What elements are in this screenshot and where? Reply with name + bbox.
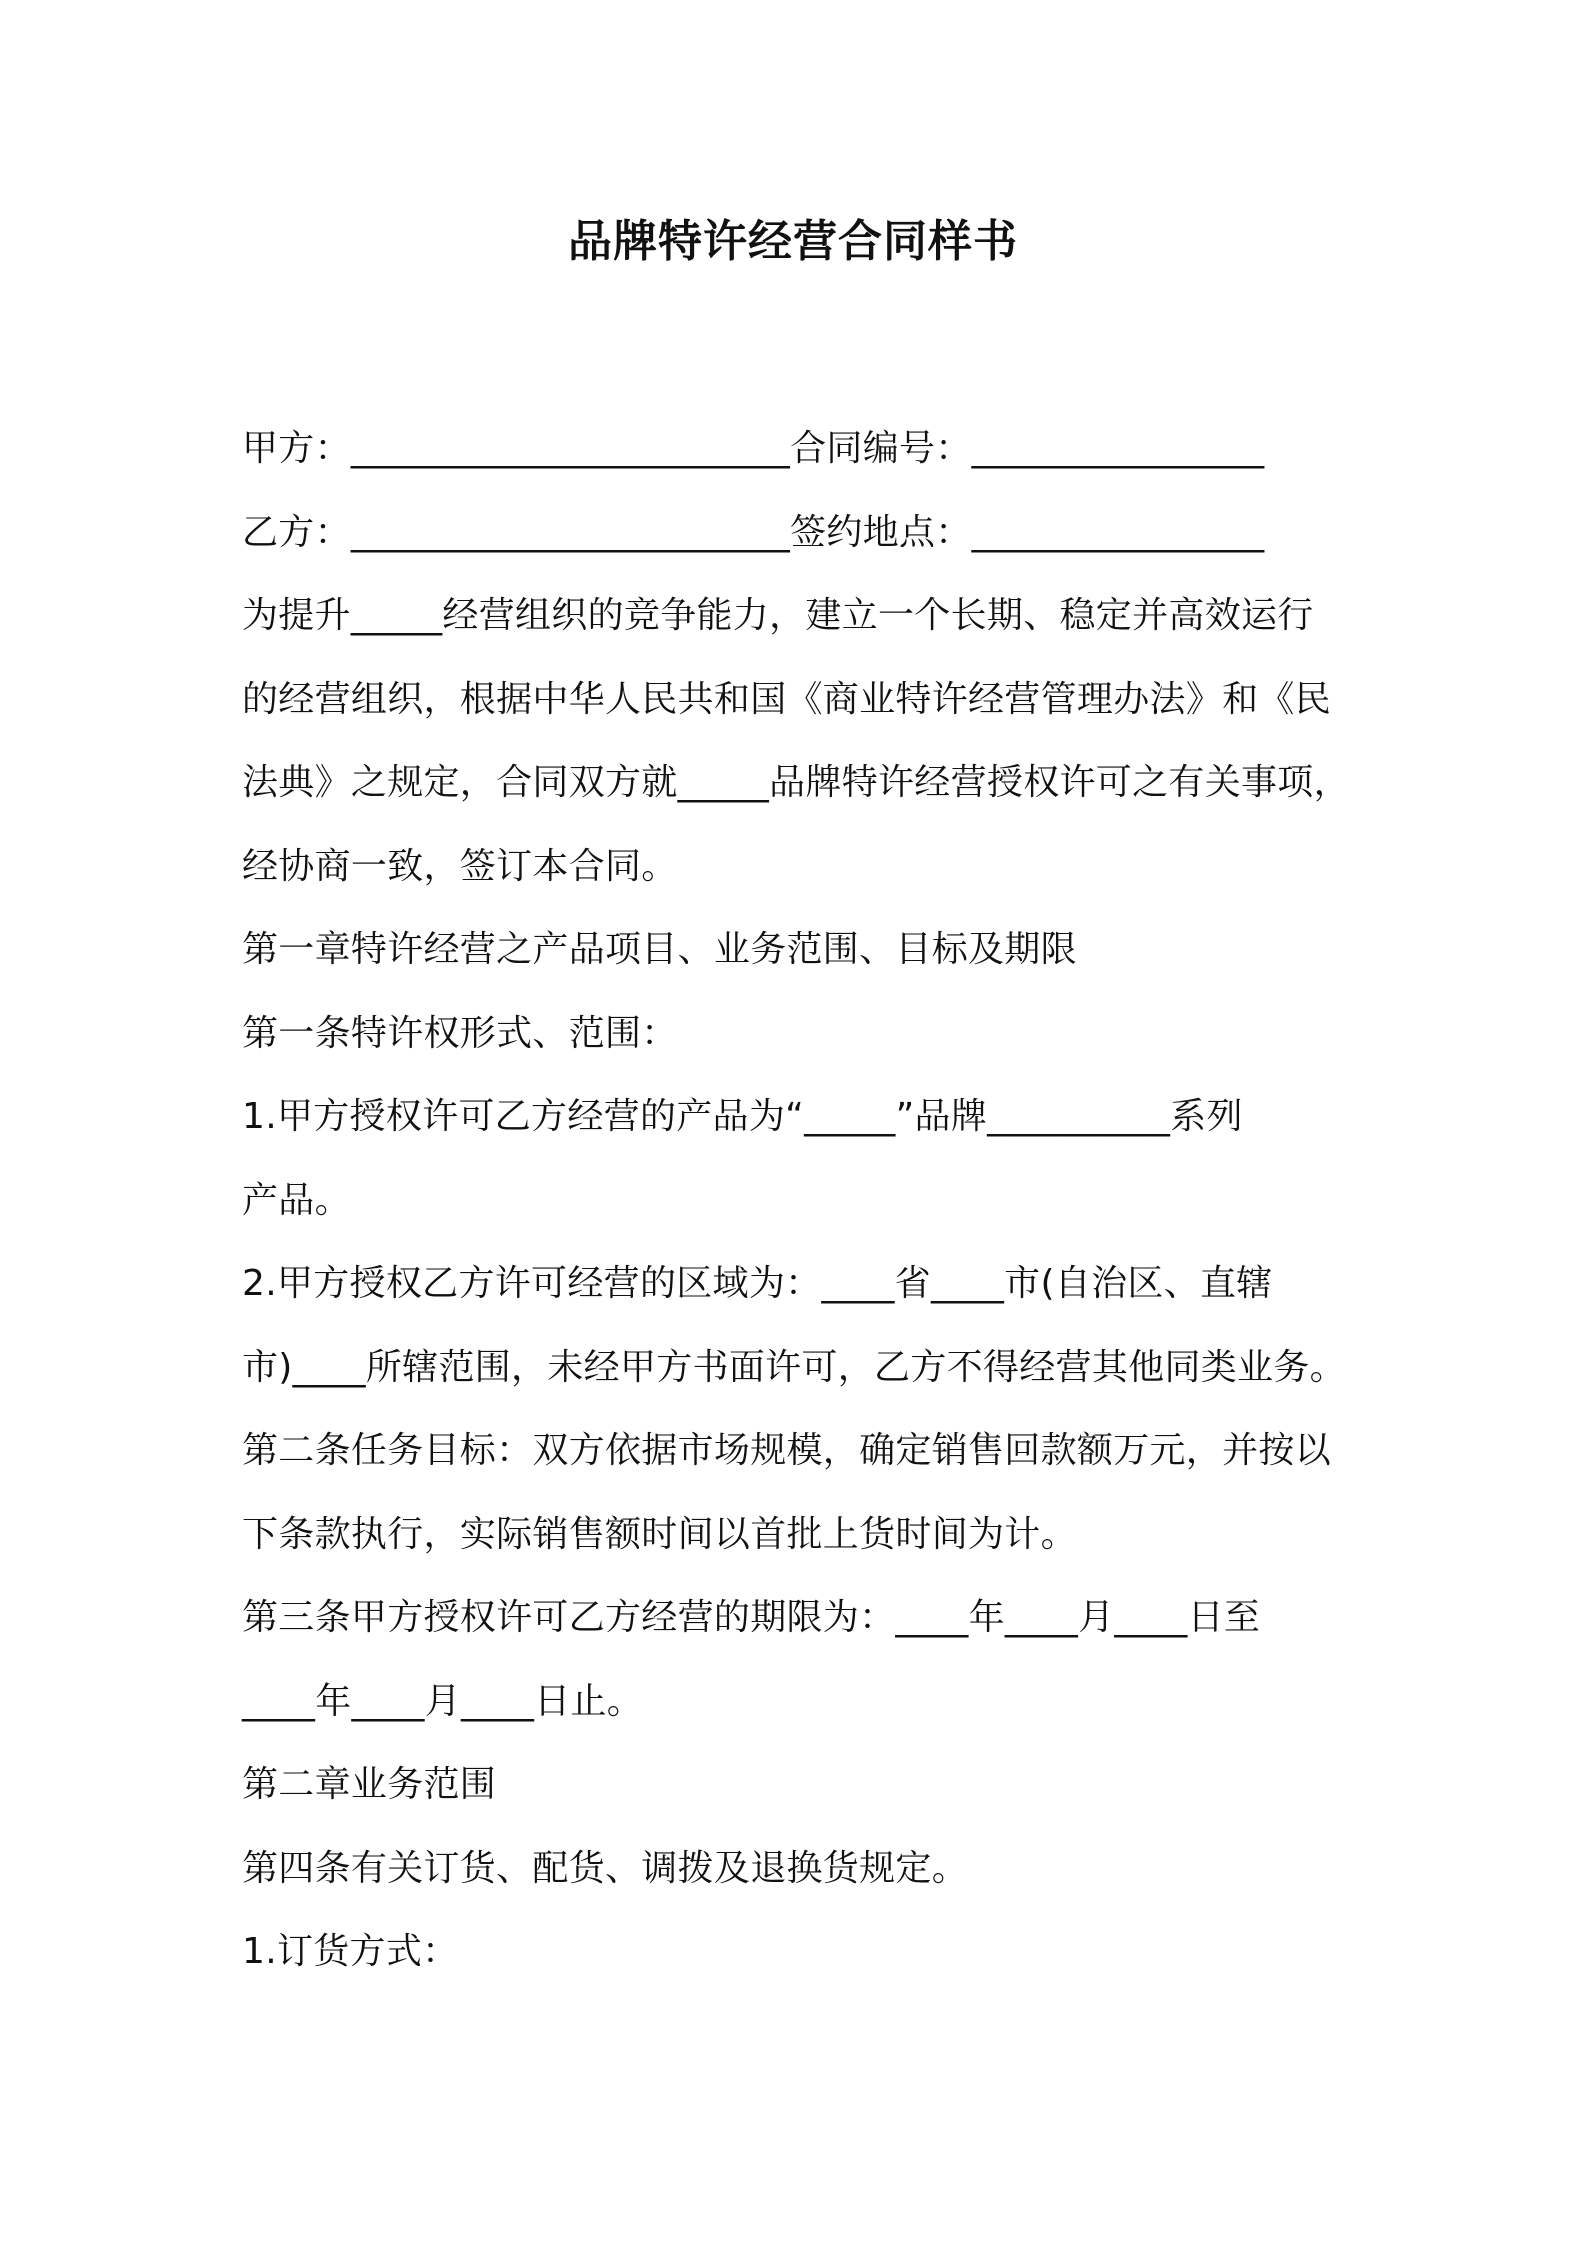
document-body bbox=[242, 407, 1372, 1994]
chapter-2-heading: 第二章业务范围 bbox=[242, 1764, 497, 1805]
clause-1-2-line-2: 市)____所辖范围，未经甲方书面许可，乙方不得经营其他同类业务。 bbox=[242, 1346, 1346, 1388]
article-2-line-1: 第二条任务目标：双方依据市场规模，确定销售回款额万元，并按以 bbox=[242, 1430, 1332, 1471]
preamble-line-4: 经协商一致，签订本合同。 bbox=[242, 845, 678, 887]
article-1-heading: 第一条特许权形式、范围： bbox=[242, 1012, 678, 1054]
document-title: 品牌特许经营合同样书 bbox=[568, 216, 1018, 267]
preamble-line-3: 法典》之规定，合同双方就_____品牌特许经营授权许可之有关事项， bbox=[242, 762, 1350, 803]
preamble-line-2: 的经营组织，根据中华人民共和国《商业特许经营管理办法》和《民 bbox=[242, 678, 1332, 720]
article-3-line-1: 第三条甲方授权许可乙方经营的期限为：____年____月____日至 bbox=[242, 1597, 1261, 1638]
chapter-1-heading: 第一章特许经营之产品项目、业务范围、目标及期限 bbox=[242, 929, 1077, 970]
clause-4-1-heading: 1.订货方式： bbox=[242, 1931, 459, 1972]
clause-1-2-line-1: 2.甲方授权乙方许可经营的区域为：____省____市(自治区、直辖 bbox=[242, 1263, 1273, 1304]
preamble-line-1: 为提升_____经营组织的竞争能力，建立一个长期、稳定并高效运行 bbox=[242, 595, 1314, 636]
clause-1-1-line-2: 产品。 bbox=[242, 1179, 351, 1221]
article-2-line-2: 下条款执行，实际销售额时间以首批上货时间为计。 bbox=[242, 1513, 1077, 1555]
article-3-line-2: ____年____月____日止。 bbox=[242, 1680, 644, 1722]
party-b-line: 乙方：________________________签约地点：________________ bbox=[242, 511, 1265, 553]
party-a-line: 甲方：________________________合同编号：________________ bbox=[242, 428, 1265, 469]
article-4-heading: 第四条有关订货、配货、调拨及退换货规定。 bbox=[242, 1847, 969, 1889]
clause-1-1-line-1: 1.甲方授权许可乙方经营的产品为“_____”品牌__________系列 bbox=[242, 1096, 1243, 1137]
